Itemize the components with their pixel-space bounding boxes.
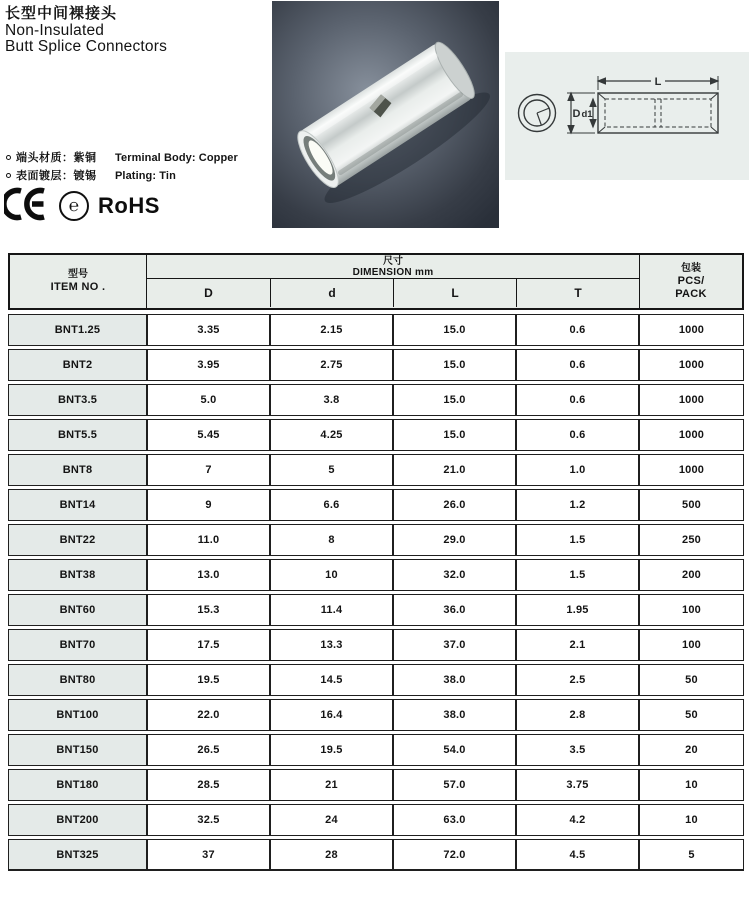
header-dimension-cols bbox=[147, 279, 639, 307]
pack-cell: 100 bbox=[639, 594, 744, 626]
header-item-no bbox=[10, 255, 147, 308]
dim-d-cell: 5 bbox=[270, 454, 393, 486]
page-title-en-line2: Butt Splice Connectors bbox=[5, 38, 168, 55]
dim-T-cell: 0.6 bbox=[516, 419, 639, 451]
technical-drawing bbox=[505, 52, 749, 180]
pack-cell: 250 bbox=[639, 524, 744, 556]
pack-cell: 50 bbox=[639, 664, 744, 696]
dim-d-cell: 16.4 bbox=[270, 699, 393, 731]
table-row bbox=[8, 769, 744, 801]
dim-T-cell: 4.5 bbox=[516, 839, 639, 871]
dim-label-l: L bbox=[654, 76, 662, 88]
header-col-d: d bbox=[270, 279, 393, 307]
pack-cell: 200 bbox=[639, 559, 744, 591]
dim-D-cell: 13.0 bbox=[147, 559, 270, 591]
dim-d-cell: 8 bbox=[270, 524, 393, 556]
dim-L-cell: 37.0 bbox=[393, 629, 516, 661]
item-no-cell: BNT22 bbox=[8, 524, 147, 556]
dim-L-cell: 57.0 bbox=[393, 769, 516, 801]
table-row bbox=[8, 804, 744, 836]
dim-L-cell: 38.0 bbox=[393, 699, 516, 731]
dim-T-cell: 0.6 bbox=[516, 314, 639, 346]
bullet-icon bbox=[6, 173, 11, 178]
drawing-end-view bbox=[519, 95, 556, 132]
header-dimension-title bbox=[147, 255, 639, 279]
dim-L-cell: 32.0 bbox=[393, 559, 516, 591]
header-pack-cn: 包装 bbox=[681, 262, 701, 274]
product-photo bbox=[272, 1, 499, 228]
header-pack-en1: PCS/ bbox=[677, 274, 705, 287]
item-no-cell: BNT60 bbox=[8, 594, 147, 626]
pack-cell: 1000 bbox=[639, 349, 744, 381]
spec-en-body: Terminal Body: Copper bbox=[115, 152, 238, 164]
material-specs bbox=[6, 149, 238, 185]
dim-D-cell: 37 bbox=[147, 839, 270, 871]
header-pack bbox=[639, 255, 742, 308]
pack-cell: 50 bbox=[639, 699, 744, 731]
pack-cell: 100 bbox=[639, 629, 744, 661]
pack-cell: 1000 bbox=[639, 314, 744, 346]
pack-cell: 1000 bbox=[639, 384, 744, 416]
table-row bbox=[8, 419, 744, 451]
item-no-cell: BNT3.5 bbox=[8, 384, 147, 416]
dim-D-cell: 28.5 bbox=[147, 769, 270, 801]
dim-T-cell: 2.5 bbox=[516, 664, 639, 696]
dim-D-cell: 9 bbox=[147, 489, 270, 521]
table-row bbox=[8, 734, 744, 766]
dim-d-cell: 4.25 bbox=[270, 419, 393, 451]
dim-T-cell: 1.95 bbox=[516, 594, 639, 626]
spec-cn-plating: 表面镀层：镀锡 bbox=[16, 170, 97, 182]
dim-T-cell: 0.6 bbox=[516, 349, 639, 381]
dim-label-d: D bbox=[572, 108, 581, 120]
certification-logos bbox=[4, 187, 160, 225]
dim-L-cell: 63.0 bbox=[393, 804, 516, 836]
dim-T-cell: 2.1 bbox=[516, 629, 639, 661]
header-item-no-en: ITEM NO . bbox=[50, 281, 106, 293]
pack-cell: 1000 bbox=[639, 419, 744, 451]
top-section bbox=[0, 0, 750, 253]
pack-cell: 1000 bbox=[639, 454, 744, 486]
item-no-cell: BNT80 bbox=[8, 664, 147, 696]
dim-d-cell: 21 bbox=[270, 769, 393, 801]
dim-L-cell: 26.0 bbox=[393, 489, 516, 521]
page-title-cn: 长型中间裸接头 bbox=[5, 5, 118, 22]
dim-D-cell: 22.0 bbox=[147, 699, 270, 731]
ce-mark-icon bbox=[4, 187, 50, 226]
header-pack-en2: PACK bbox=[675, 287, 707, 300]
dim-D-cell: 17.5 bbox=[147, 629, 270, 661]
certification-badge-icon bbox=[59, 191, 89, 221]
table-row bbox=[8, 629, 744, 661]
dim-T-cell: 1.5 bbox=[516, 559, 639, 591]
item-no-cell: BNT8 bbox=[8, 454, 147, 486]
dim-L-cell: 15.0 bbox=[393, 314, 516, 346]
page-title-block bbox=[5, 6, 167, 55]
header-dimension-en: DIMENSION mm bbox=[352, 266, 434, 278]
item-no-cell: BNT200 bbox=[8, 804, 147, 836]
dim-T-cell: 1.5 bbox=[516, 524, 639, 556]
dim-T-cell: 1.2 bbox=[516, 489, 639, 521]
item-no-cell: BNT14 bbox=[8, 489, 147, 521]
item-no-cell: BNT5.5 bbox=[8, 419, 147, 451]
spec-table-body bbox=[8, 314, 744, 871]
dim-L-cell: 72.0 bbox=[393, 839, 516, 871]
dim-D-cell: 32.5 bbox=[147, 804, 270, 836]
drawing-side-view bbox=[567, 76, 718, 133]
page-title-en-line1: Non-Insulated bbox=[5, 22, 105, 39]
dim-L-cell: 29.0 bbox=[393, 524, 516, 556]
dim-d-cell: 2.75 bbox=[270, 349, 393, 381]
bullet-icon bbox=[6, 155, 11, 160]
dim-T-cell: 3.75 bbox=[516, 769, 639, 801]
dim-L-cell: 15.0 bbox=[393, 419, 516, 451]
header-item-no-cn: 型号 bbox=[68, 269, 88, 280]
pack-cell: 10 bbox=[639, 804, 744, 836]
item-no-cell: BNT180 bbox=[8, 769, 147, 801]
dim-d-cell: 3.8 bbox=[270, 384, 393, 416]
table-row bbox=[8, 839, 744, 871]
dim-T-cell: 2.8 bbox=[516, 699, 639, 731]
spec-line-plating bbox=[6, 167, 238, 185]
dim-D-cell: 19.5 bbox=[147, 664, 270, 696]
table-row bbox=[8, 664, 744, 696]
header-dimension-cn: 尺寸 bbox=[383, 255, 403, 267]
dim-D-cell: 26.5 bbox=[147, 734, 270, 766]
spec-en-plating: Plating: Tin bbox=[115, 170, 176, 182]
table-header bbox=[8, 253, 744, 310]
rohs-label: RoHS bbox=[98, 193, 160, 218]
dim-d-cell: 28 bbox=[270, 839, 393, 871]
header-col-D: D bbox=[204, 286, 213, 300]
item-no-cell: BNT1.25 bbox=[8, 314, 147, 346]
item-no-cell: BNT70 bbox=[8, 629, 147, 661]
item-no-cell: BNT325 bbox=[8, 839, 147, 871]
pack-cell: 10 bbox=[639, 769, 744, 801]
header-dimension-group bbox=[147, 255, 639, 308]
dim-d-cell: 2.15 bbox=[270, 314, 393, 346]
pack-cell: 20 bbox=[639, 734, 744, 766]
dim-d-cell: 13.3 bbox=[270, 629, 393, 661]
table-row bbox=[8, 594, 744, 626]
spec-table bbox=[8, 253, 744, 871]
header-col-L: L bbox=[393, 279, 516, 307]
dim-d-cell: 10 bbox=[270, 559, 393, 591]
dim-T-cell: 3.5 bbox=[516, 734, 639, 766]
dim-D-cell: 15.3 bbox=[147, 594, 270, 626]
dim-d-cell: 14.5 bbox=[270, 664, 393, 696]
dim-L-cell: 38.0 bbox=[393, 664, 516, 696]
badge-glyph: ℮ bbox=[68, 196, 80, 215]
item-no-cell: BNT100 bbox=[8, 699, 147, 731]
spec-cn-body: 端头材质：紫铜 bbox=[16, 152, 97, 164]
dim-L-cell: 21.0 bbox=[393, 454, 516, 486]
dim-L-cell: 15.0 bbox=[393, 384, 516, 416]
spec-line-body bbox=[6, 149, 238, 167]
dim-D-cell: 7 bbox=[147, 454, 270, 486]
item-no-cell: BNT38 bbox=[8, 559, 147, 591]
dim-L-cell: 15.0 bbox=[393, 349, 516, 381]
table-row bbox=[8, 489, 744, 521]
dim-T-cell: 1.0 bbox=[516, 454, 639, 486]
dim-D-cell: 3.95 bbox=[147, 349, 270, 381]
table-row bbox=[8, 349, 744, 381]
item-no-cell: BNT2 bbox=[8, 349, 147, 381]
header-col-T: T bbox=[516, 279, 639, 307]
dim-D-cell: 5.0 bbox=[147, 384, 270, 416]
dim-d-cell: 6.6 bbox=[270, 489, 393, 521]
dim-T-cell: 0.6 bbox=[516, 384, 639, 416]
dim-D-cell: 5.45 bbox=[147, 419, 270, 451]
table-row bbox=[8, 454, 744, 486]
table-row bbox=[8, 699, 744, 731]
dim-D-cell: 11.0 bbox=[147, 524, 270, 556]
dim-T-cell: 4.2 bbox=[516, 804, 639, 836]
dim-label-d1: d1 bbox=[581, 109, 593, 120]
table-row bbox=[8, 314, 744, 346]
table-row bbox=[8, 559, 744, 591]
item-no-cell: BNT150 bbox=[8, 734, 147, 766]
table-row bbox=[8, 384, 744, 416]
dim-L-cell: 54.0 bbox=[393, 734, 516, 766]
dim-D-cell: 3.35 bbox=[147, 314, 270, 346]
dim-d-cell: 19.5 bbox=[270, 734, 393, 766]
dim-L-cell: 36.0 bbox=[393, 594, 516, 626]
table-row bbox=[8, 524, 744, 556]
pack-cell: 5 bbox=[639, 839, 744, 871]
dim-d-cell: 11.4 bbox=[270, 594, 393, 626]
pack-cell: 500 bbox=[639, 489, 744, 521]
dim-d-cell: 24 bbox=[270, 804, 393, 836]
